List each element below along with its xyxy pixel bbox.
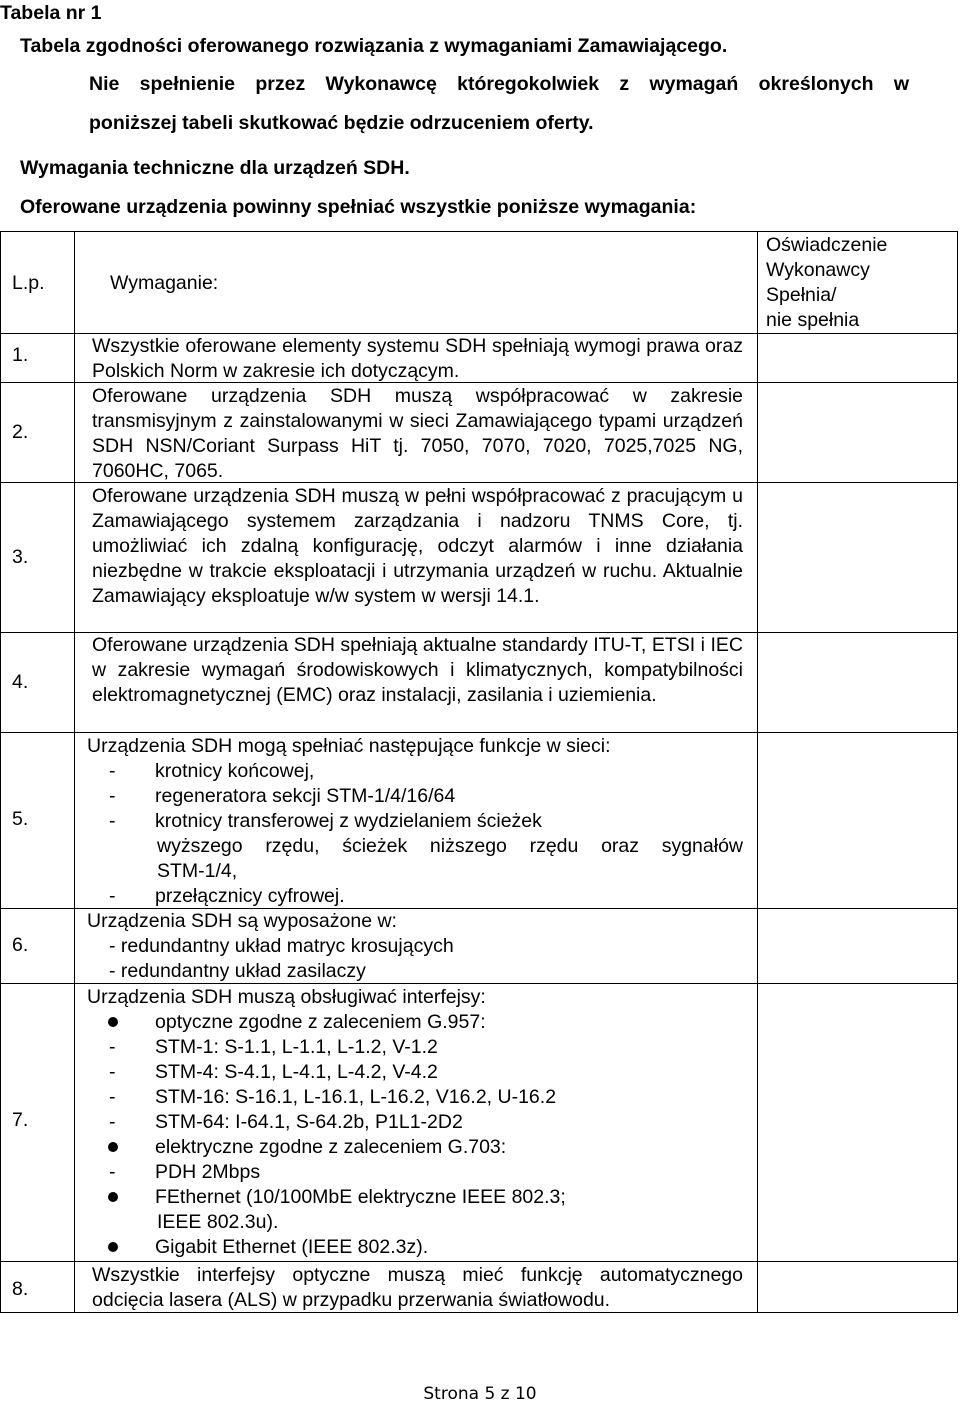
row-number: 6. [12, 934, 29, 956]
row-number: 4. [12, 671, 29, 693]
row-number: 3. [12, 546, 29, 568]
row-separator [0, 1261, 958, 1262]
warning-line-2: poniższej tabeli skutkować będzie odrzuceniem oferty. [89, 112, 594, 134]
interface-item: STM-1: S-1.1, L-1.1, L-1.2, V-1.2 [155, 1036, 438, 1058]
equipment-item: - redundantny układ zasilaczy [109, 960, 366, 982]
requirement-text: Oferowane urządzenia SDH muszą współpracować w zakresie transmisyjnym z zainstalowanymi w sieci Zamawiającego typami urządzeń SDH NSN/Coriant Surpass HiT tj. 7050, 7070, 7020, 7025,7025 NG, 7060HC, 7065. [92, 385, 743, 482]
column-header-declaration [766, 233, 956, 333]
declaration-option-2: nie spełnia [766, 309, 860, 331]
interface-item: Gigabit Ethernet (IEEE 802.3z). [155, 1236, 429, 1258]
bullet-marker [108, 1242, 118, 1252]
interface-item: elektryczne zgodne z zaleceniem G.703: [155, 1136, 507, 1158]
bullet-marker [108, 1017, 118, 1027]
declaration-option-1: Spełnia/ [766, 284, 837, 306]
requirement-text: Oferowane urządzenia SDH muszą w pełni współpracować z pracującym u Zamawiającego systemem zarządzania i nadzoru TNMS Core, tj. umożliwiać ich zdalną konfigurację, odczyt alarmów i inne działania niezbędne w trakcie eksploatacji i utrzymania urządzeń w ruchu. Aktualnie Zamawiający eksploatuje w/w system w wersji 14.1. [92, 485, 743, 607]
interface-item: STM-4: S-4.1, L-4.1, L-4.2, V-4.2 [155, 1061, 438, 1083]
requirement-intro: Urządzenia SDH muszą obsługiwać interfejsy: [87, 986, 486, 1008]
column-header-lp: L.p. [12, 272, 45, 294]
row-number: 5. [12, 808, 29, 830]
dash-marker: - [109, 1086, 116, 1108]
row-number: 8. [12, 1278, 29, 1300]
function-item: regeneratora sekcji STM-1/4/16/64 [155, 785, 456, 807]
interface-item: PDH 2Mbps [155, 1161, 261, 1183]
interface-item: STM-64: I-64.1, S-64.2b, P1L1-2D2 [155, 1111, 463, 1133]
function-item: krotnicy końcowej, [155, 760, 315, 782]
function-item-continuation: wyższego rzędu, ścieżek niższego rzędu oraz sygnałów [157, 835, 743, 857]
dash-marker: - [109, 1111, 116, 1133]
row-number: 2. [12, 421, 29, 443]
table-title: Tabela zgodności oferowanego rozwiązania z wymaganiami Zamawiającego. [20, 35, 728, 57]
dash-marker: - [109, 1061, 116, 1083]
dash-marker: - [109, 1161, 116, 1183]
bullet-marker [108, 1192, 118, 1202]
requirement-intro: Urządzenia SDH mogą spełniać następujące funkcje w sieci: [87, 735, 611, 757]
intro-sentence: Oferowane urządzenia powinny spełniać wszystkie poniższe wymagania: [20, 196, 697, 218]
table-divider-req [757, 231, 758, 1313]
table-divider-lp [74, 231, 75, 1313]
bullet-marker [108, 1142, 118, 1152]
declaration-title-1: Oświadczenie [766, 234, 888, 256]
function-item-continuation: STM-1/4, [157, 860, 238, 882]
interface-item: FEthernet (10/100MbE elektryczne IEEE 802.3; [155, 1186, 566, 1208]
interface-item: STM-16: S-16.1, L-16.1, L-16.2, V16.2, U-16.2 [155, 1086, 557, 1108]
warning-line-1: Nie spełnienie przez Wykonawcę któregokolwiek z wymagań określonych w [89, 73, 909, 95]
requirement-intro: Urządzenia SDH są wyposażone w: [87, 910, 397, 932]
dash-marker: - [109, 760, 116, 782]
function-item: krotnicy transferowej z wydzielaniem ścieżek [155, 810, 542, 832]
row-number: 1. [12, 344, 29, 366]
dash-marker: - [109, 810, 116, 832]
function-item: przełącznicy cyfrowej. [155, 885, 345, 907]
requirement-text: Wszystkie oferowane elementy systemu SDH spełniają wymogi prawa oraz Polskich Norm w zakresie ich dotyczącym. [92, 335, 743, 382]
row-number: 7. [12, 1109, 29, 1131]
dash-marker: - [109, 1036, 116, 1058]
table-border-right [957, 231, 958, 1313]
column-header-requirement: Wymaganie: [110, 272, 219, 294]
dash-marker: - [109, 885, 116, 907]
interface-item: optyczne zgodne z zaleceniem G.957: [155, 1011, 486, 1033]
table-number: Tabela nr 1 [0, 2, 102, 24]
requirement-text: Wszystkie interfejsy optyczne muszą mieć funkcję automatycznego odcięcia lasera (ALS) w przypadku przerwania światłowodu. [92, 1264, 743, 1311]
dash-marker: - [109, 785, 116, 807]
declaration-title-2: Wykonawcy [766, 259, 870, 281]
interface-item-continuation: IEEE 802.3u). [157, 1211, 279, 1233]
section-heading: Wymagania techniczne dla urządzeń SDH. [20, 157, 410, 179]
requirement-text: Oferowane urządzenia SDH spełniają aktualne standardy ITU-T, ETSI i IEC w zakresie wymagań środowiskowych i klimatycznych, kompatybilności elektromagnetycznej (EMC) oraz instalacji, zasilania i uziemienia. [92, 634, 743, 706]
row-separator [0, 732, 958, 733]
page-number: Strona 5 z 10 [423, 1384, 537, 1404]
equipment-item: - redundantny układ matryc krosujących [109, 935, 454, 957]
